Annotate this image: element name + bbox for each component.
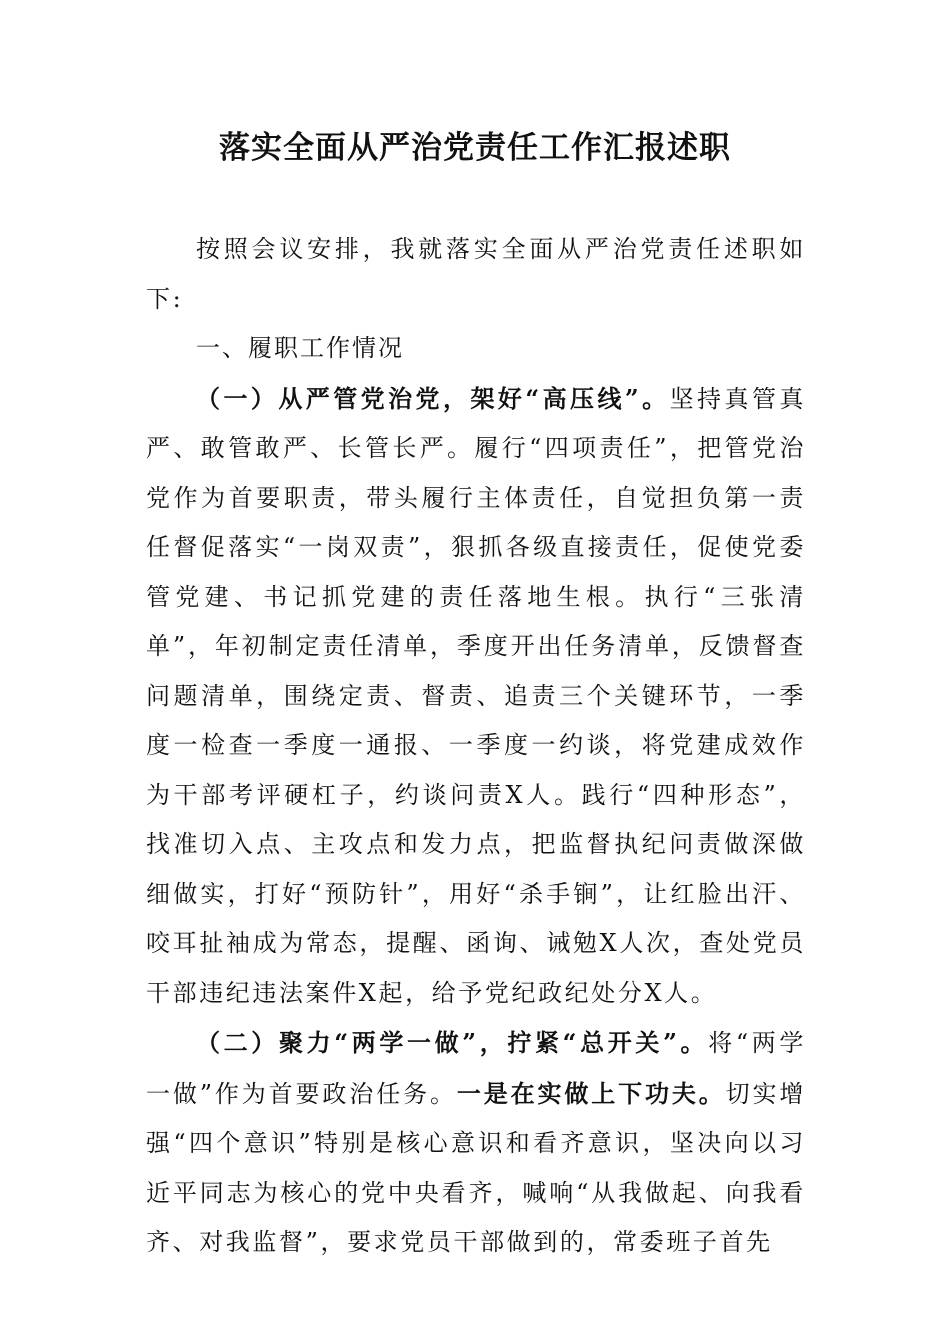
paragraph-1 <box>146 374 806 1019</box>
paragraph-1-body: 坚持真管真严、敢管敢严、长管长严。履行“四项责任”，把管党治党作为首要职责，带头履行主体责任，自觉担负第一责任督促落实“一岗双责”，狠抓各级直接责任，促使党委管党建、书记抓党建的责任落地生根。执行“三张清单”，年初制定责任清单，季度开出任务清单，反馈督查问题清单，围绕定责、督责、追责三个关键环节，一季度一检查一季度一通报、一季度一约谈，将党建成效作为干部考评硬杠子，约谈问责X人。践行“四种形态”，找准切入点、主攻点和发力点，把监督执纪问责做深做细做实，打好“预防针”，用好“杀手锏”，让红脸出汗、咬耳扯袖成为常态，提醒、函询、诫勉X人次，查处党员干部违纪违法案件X起，给予党纪政纪处分X人。 <box>146 384 806 1007</box>
paragraph-2 <box>146 1018 806 1268</box>
section-heading: 一、履职工作情况 <box>196 334 404 362</box>
paragraph-2-body-a: 将“两学一做”作为首要政治任务。 <box>146 1029 807 1108</box>
paragraph-2-lead: （二）聚力“两学一做”，拧紧“总开关”。 <box>196 1028 709 1057</box>
intro-paragraph: 按照会议安排，我就落实全面从严治党责任述职如下: <box>146 235 806 313</box>
document-body <box>146 225 806 1268</box>
paragraph-2-body-b: 切实增强“四个意识”特别是核心意识和看齐意识，坚决向以习近平同志为核心的党中央看齐，喊响“从我做起、向我看齐、对我监督”，要求党员干部做到的，常委班子首先 <box>146 1079 807 1256</box>
paragraph-1-lead: （一）从严管党治党，架好“高压线”。 <box>196 383 670 413</box>
paragraph-2-bold-point: 一是在实做上下功夫。 <box>456 1078 726 1108</box>
document-title: 落实全面从严治党责任工作汇报述职 <box>219 130 731 166</box>
